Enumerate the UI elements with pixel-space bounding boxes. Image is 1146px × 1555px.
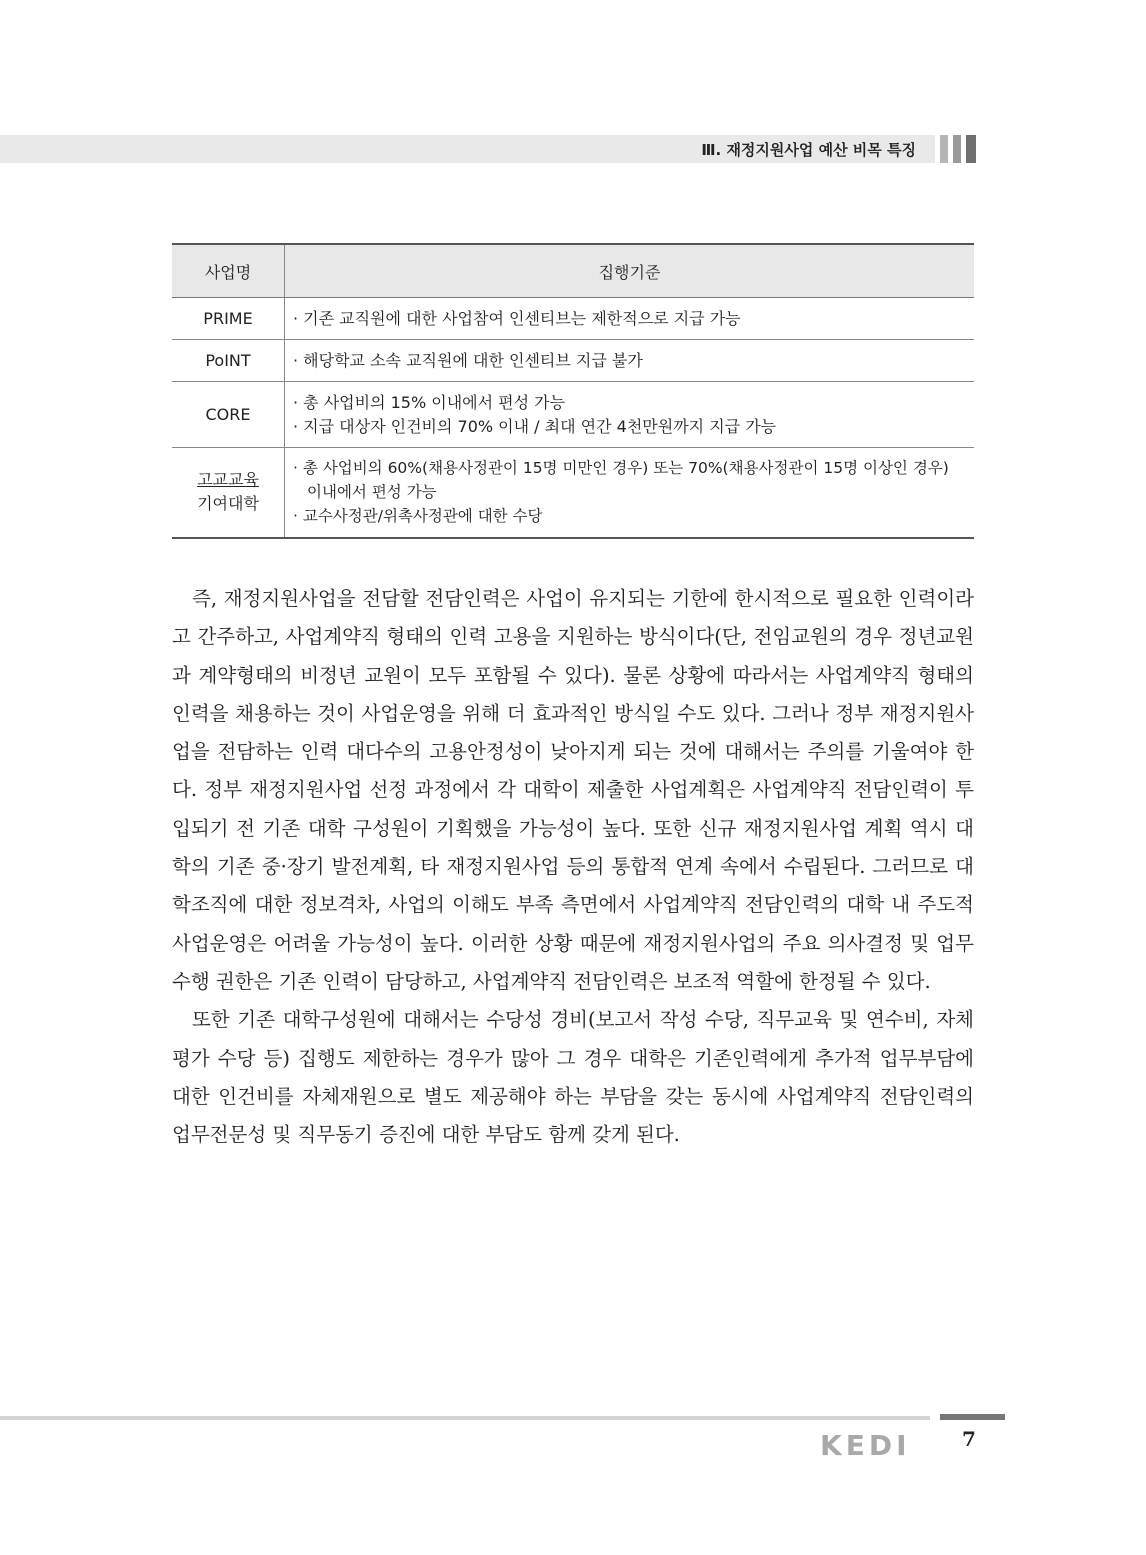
table-header-row <box>172 244 974 298</box>
program-name-cell <box>172 382 285 448</box>
table-row <box>172 382 974 448</box>
criteria-cell <box>285 340 975 382</box>
program-name: 고교교육 <box>197 470 259 490</box>
table-row <box>172 340 974 382</box>
header-bar <box>953 135 961 163</box>
kedi-logo: KEDI <box>820 1429 911 1462</box>
header-bar <box>940 135 948 163</box>
program-name: CORE <box>205 404 251 424</box>
program-name: PRIME <box>203 308 253 328</box>
criteria-item: · 지급 대상자 인건비의 70% 이내 / 최대 연간 4천만원까지 지급 가능 <box>293 416 777 436</box>
program-name: 기여대학 <box>197 494 259 514</box>
program-name-cell <box>172 340 285 382</box>
criteria-item: · 총 사업비의 15% 이내에서 편성 가능 <box>293 392 566 412</box>
criteria-item: · 교수사정관/위촉사정관에 대한 수당 <box>293 507 543 526</box>
program-name: PoINT <box>205 350 251 370</box>
body-paragraph: 또한 기존 대학구성원에 대해서는 수당성 경비(보고서 작성 수당, 직무교육 및 연수비, 자체평가 수당 등) 집행도 제한하는 경우가 많아 그 경우 대학은 기존인력에게 추가적 업무부담에 대한 인건비를 자체재원으로 별도 제공해야 하는 부담을 갖는 동시에 사업계약직 전담인력의 업무전문성 및 직무동기 증진에 대한 부담도 함께 갖게 된다. <box>172 1008 974 1147</box>
criteria-item: · 해당학교 소속 교직원에 대한 인센티브 지급 불가 <box>293 350 643 370</box>
footer-rule <box>0 1416 930 1420</box>
criteria-item-continued: 이내에서 편성 가능 <box>307 483 437 502</box>
body-text <box>172 580 974 1154</box>
execution-criteria-table <box>172 243 974 539</box>
column-header-criteria: 집행기준 <box>285 244 975 298</box>
footer-tab <box>940 1414 1005 1420</box>
running-header-title: Ⅲ. 재정지원사업 예산 비목 특징 <box>701 141 916 159</box>
criteria-item: · 기존 교직원에 대한 사업참여 인센티브는 제한적으로 지급 가능 <box>293 308 741 328</box>
page-number: 7 <box>962 1427 976 1451</box>
criteria-cell <box>285 298 975 340</box>
header-bar <box>966 135 976 163</box>
table-row <box>172 448 974 538</box>
criteria-cell <box>285 382 975 448</box>
criteria-cell <box>285 448 975 538</box>
body-paragraph: 즉, 재정지원사업을 전담할 전담인력은 사업이 유지되는 기한에 한시적으로 필요한 인력이라고 간주하고, 사업계약직 형태의 인력 고용을 지원하는 방식이다(단, 전임교원의 경우 정년교원과 계약형태의 비정년 교원이 모두 포함될 수 있다). 물론 상황에 따라서는 사업계약직 형태의 인력을 채용하는 것이 사업운영을 위해 더 효과적인 방식일 수도 있다. 그러나 정부 재정지원사업을 전담하는 인력 대다수의 고용안정성이 낮아지게 되는 것에 대해서는 주의를 기울여야 한다. 정부 재정지원사업 선정 과정에서 각 대학이 제출한 사업계획은 사업계약직 전담인력이 투입되기 전 기존 대학 구성원이 기획했을 가능성이 높다. 또한 신규 재정지원사업 계획 역시 대학의 기존 중·장기 발전계획, 타 재정지원사업 등의 통합적 연계 속에서 수립된다. 그러므로 대학조직에 대한 정보격차, 사업의 이해도 부족 측면에서 사업계약직 전담인력의 대학 내 주도적 사업운영은 어려울 가능성이 높다. 이러한 상황 때문에 재정지원사업의 주요 의사결정 및 업무수행 권한은 기존 인력이 담당하고, 사업계약직 전담인력은 보조적 역할에 한정될 수 있다. <box>172 587 974 993</box>
program-name-cell <box>172 298 285 340</box>
table-row <box>172 298 974 340</box>
criteria-item: · 총 사업비의 60%(채용사정관이 15명 미만인 경우) 또는 70%(채용사정관이 15명 이상인 경우) <box>293 459 949 478</box>
column-header-program: 사업명 <box>172 244 285 298</box>
program-name-cell <box>172 448 285 538</box>
